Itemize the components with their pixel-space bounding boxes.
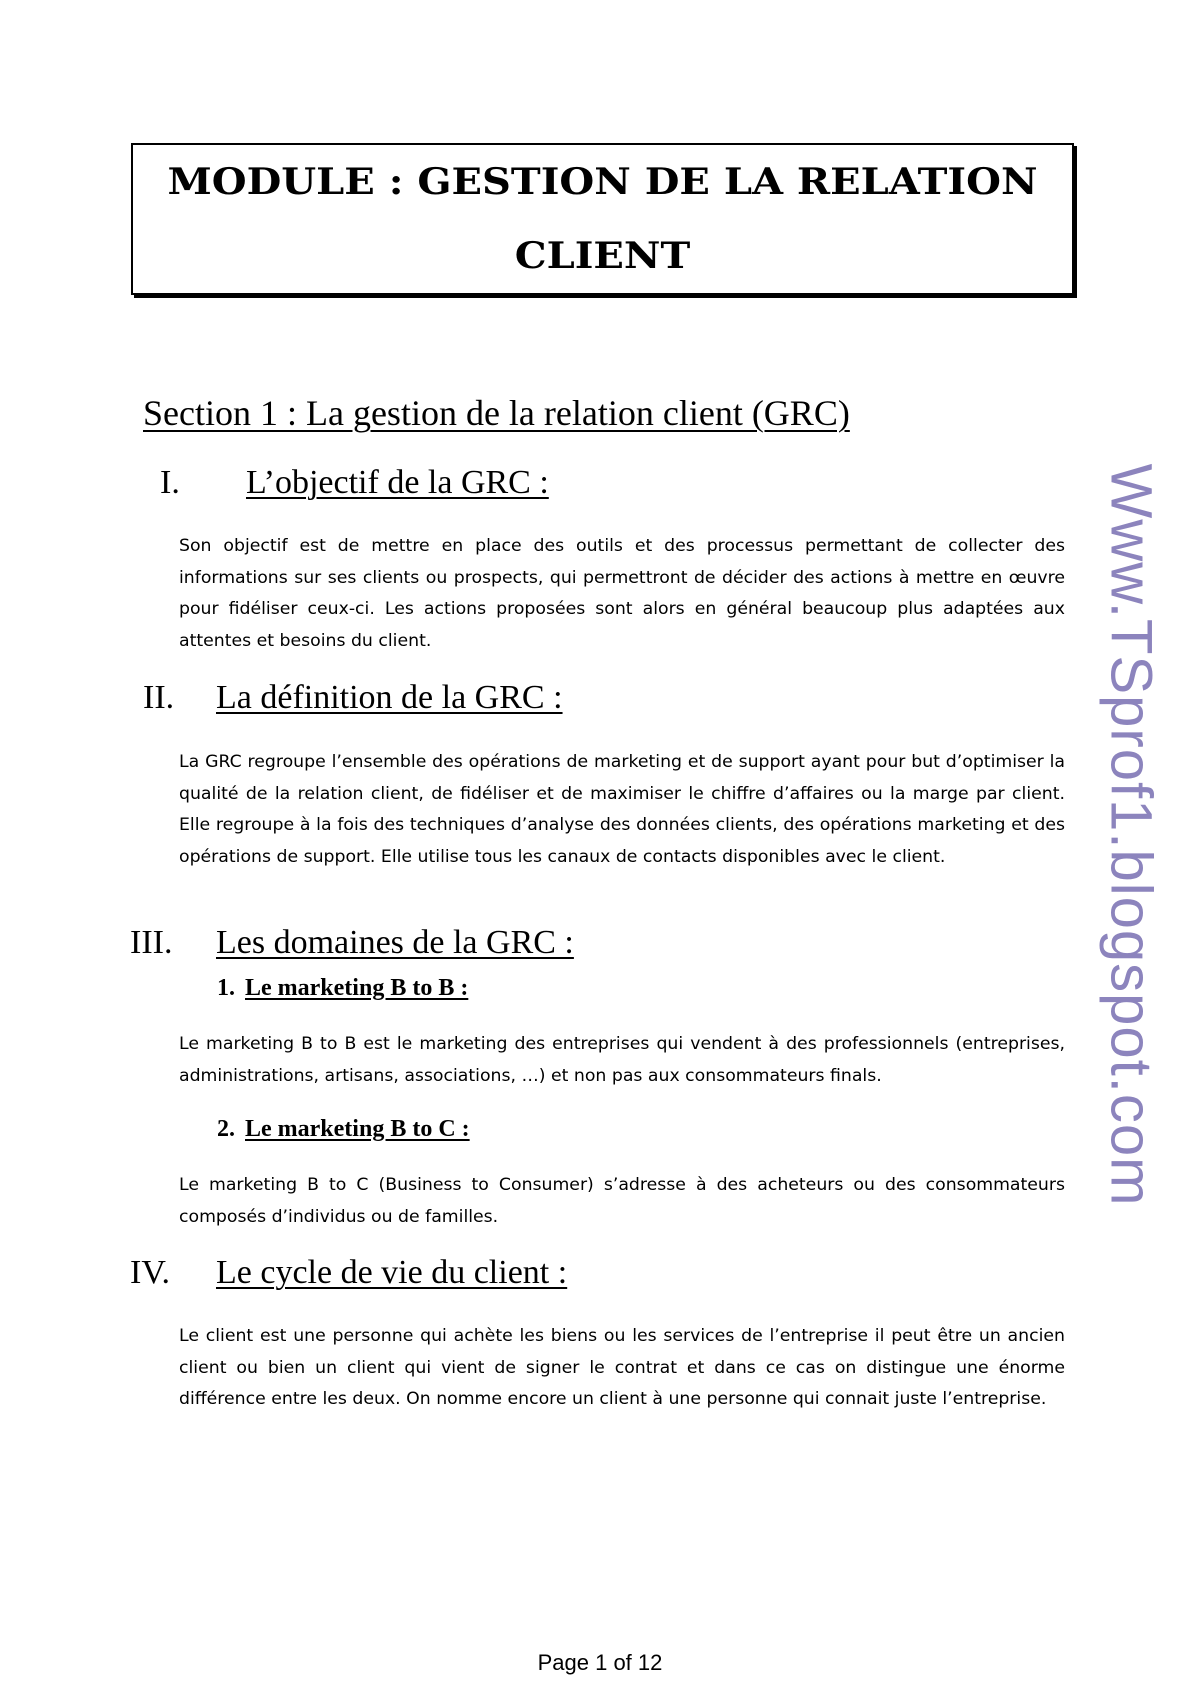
paragraph-objectif: Son objectif est de mettre en place des outils et des processus permettant de collecter des informations sur ses clients ou prospects, qui permettront de décider des actions à mettre en œuvre pour fidéliser ceux-ci. Les actions proposées sont alors en général beaucoup plus adaptées aux attentes et besoins du client.	[179, 536, 1065, 651]
module-title-line-1: MODULE : GESTION DE LA RELATION	[167, 159, 1038, 204]
subheading-b-to-c	[217, 1116, 470, 1143]
page-number: Page 1 of 12	[537, 1650, 663, 1675]
heading-number: III.	[130, 924, 173, 961]
section-title: Section 1 : La gestion de la relation client (GRC)	[143, 393, 850, 433]
heading-number: IV.	[130, 1254, 170, 1291]
heading-text: Le cycle de vie du client :	[216, 1254, 568, 1291]
paragraph-cycle-de-vie: Le client est une personne qui achète les biens ou les services de l’entreprise il peut être un ancien client ou bien un client qui vient de signer le contrat et dans ce cas on distingue une énorme différence entre les deux. On nomme encore un client à une personne qui connait juste l’entreprise.	[179, 1326, 1065, 1409]
subheading-number: 2.	[217, 1116, 235, 1142]
paragraph-definition: La GRC regroupe l’ensemble des opérations de marketing et de support ayant pour but d’optimiser la qualité de la relation client, de fidéliser et de maximiser le chiffre d’affaires ou la marge par client. Elle regroupe à la fois des techniques d’analyse des données clients, des opérations marketing et des opérations de support. Elle utilise tous les canaux de contacts disponibles avec le client.	[179, 752, 1065, 867]
watermark-link: Www.TSprof1.blogspot.com	[1098, 463, 1164, 1207]
subheading-text: Le marketing B to B :	[245, 975, 469, 1001]
heading-text: L’objectif de la GRC :	[246, 464, 549, 501]
paragraph-b-to-c: Le marketing B to C (Business to Consumer) s’adresse à des acheteurs ou des consommateurs composés d’individus ou de familles.	[179, 1175, 1065, 1227]
paragraph-b-to-b: Le marketing B to B est le marketing des entreprises qui vendent à des professionnels (entreprises, administrations, artisans, associations, …) et non pas aux consommateurs finals.	[179, 1034, 1065, 1086]
heading-number: II.	[143, 679, 175, 716]
subheading-number: 1.	[217, 975, 235, 1001]
module-title-box	[131, 143, 1074, 295]
subheading-text: Le marketing B to C :	[245, 1116, 470, 1142]
heading-text: Les domaines de la GRC :	[216, 924, 574, 961]
heading-number: I.	[160, 464, 180, 501]
subheading-b-to-b	[217, 975, 468, 1002]
heading-text: La définition de la GRC :	[216, 679, 563, 716]
module-title-line-2: CLIENT	[514, 233, 691, 278]
